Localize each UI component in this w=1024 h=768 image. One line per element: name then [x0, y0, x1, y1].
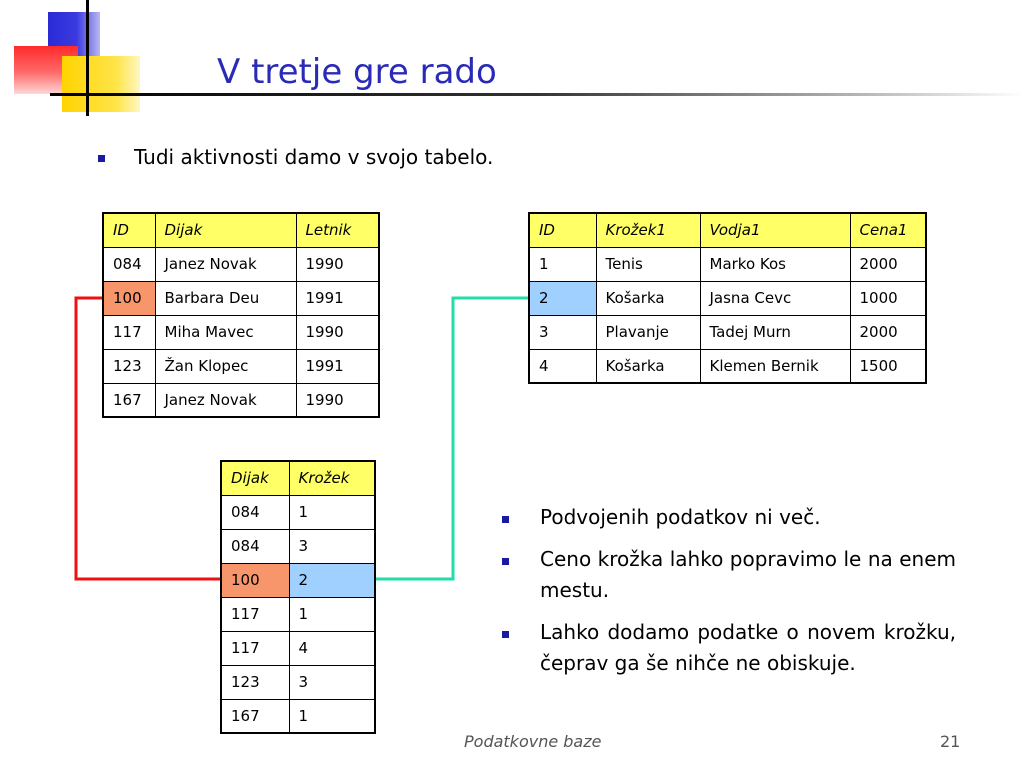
- table-row: [529, 349, 926, 383]
- header-cell: Dijak: [155, 213, 296, 247]
- table-cell: Tenis: [596, 247, 700, 281]
- table-row: [221, 529, 375, 563]
- table-cell: Plavanje: [596, 315, 700, 349]
- table-cell: 1000: [850, 281, 926, 315]
- table-cell: 3: [289, 529, 375, 563]
- header-cell: Letnik: [296, 213, 379, 247]
- table-cell: 1: [529, 247, 596, 281]
- table-cell: 1: [289, 699, 375, 733]
- table-cell: 084: [221, 529, 289, 563]
- table-cell: Janez Novak: [155, 383, 296, 417]
- highlighted-cell: 100: [103, 281, 155, 315]
- list-item: [496, 617, 956, 679]
- table-row: [103, 281, 379, 315]
- enrollment-table: [220, 460, 376, 734]
- table-cell: 084: [103, 247, 155, 281]
- table-cell: 1991: [296, 349, 379, 383]
- highlighted-cell: 100: [221, 563, 289, 597]
- table-cell: Barbara Deu: [155, 281, 296, 315]
- table-cell: Košarka: [596, 281, 700, 315]
- table-cell: 123: [221, 665, 289, 699]
- table-row: [103, 315, 379, 349]
- header-cell: Dijak: [221, 461, 289, 495]
- table-cell: 1: [289, 597, 375, 631]
- table-cell: Košarka: [596, 349, 700, 383]
- table-row: [221, 631, 375, 665]
- table-cell: 4: [529, 349, 596, 383]
- table-cell: 1990: [296, 315, 379, 349]
- benefits-list: [496, 502, 956, 690]
- header-cell: ID: [529, 213, 596, 247]
- bullet-text: Podvojenih podatkov ni več.: [540, 505, 821, 529]
- table-cell: 3: [289, 665, 375, 699]
- table-cell: Jasna Cevc: [700, 281, 850, 315]
- table-row: [103, 383, 379, 417]
- table-cell: 167: [103, 383, 155, 417]
- bullet-square-icon: [502, 516, 509, 523]
- highlighted-cell: 2: [529, 281, 596, 315]
- bullet-square-icon: [502, 631, 509, 638]
- table-cell: Tadej Murn: [700, 315, 850, 349]
- table-cell: Miha Mavec: [155, 315, 296, 349]
- list-item: [496, 502, 956, 533]
- table-cell: 1990: [296, 383, 379, 417]
- header-cell: Krožek: [289, 461, 375, 495]
- list-item: [496, 544, 956, 606]
- table-cell: 1991: [296, 281, 379, 315]
- table-cell: Janez Novak: [155, 247, 296, 281]
- table-header-row: [529, 213, 926, 247]
- table-row: [529, 315, 926, 349]
- table-cell: 167: [221, 699, 289, 733]
- table-cell: 117: [103, 315, 155, 349]
- clubs-table: [528, 212, 927, 384]
- table-cell: 1990: [296, 247, 379, 281]
- table-row: [221, 665, 375, 699]
- table-cell: Klemen Bernik: [700, 349, 850, 383]
- students-table: [102, 212, 380, 418]
- page-number: 21: [940, 732, 961, 751]
- bullet-text: Lahko dodamo podatke o novem krožku, čeprav ga še nihče ne obiskuje.: [540, 620, 956, 675]
- bullet-square-icon: [502, 558, 509, 565]
- table-cell: 117: [221, 597, 289, 631]
- table-row: [221, 597, 375, 631]
- header-cell: Vodja1: [700, 213, 850, 247]
- table-cell: 1500: [850, 349, 926, 383]
- table-cell: 2000: [850, 247, 926, 281]
- table-cell: Marko Kos: [700, 247, 850, 281]
- header-cell: ID: [103, 213, 155, 247]
- table-cell: 084: [221, 495, 289, 529]
- intro-bullet-text: Tudi aktivnosti damo v svojo tabelo.: [134, 145, 494, 169]
- table-row: [103, 349, 379, 383]
- header-cell: Cena1: [850, 213, 926, 247]
- header-cell: Krožek1: [596, 213, 700, 247]
- table-cell: 3: [529, 315, 596, 349]
- slide-title: V tretje gre rado: [217, 52, 497, 92]
- table-cell: 1: [289, 495, 375, 529]
- table-cell: 123: [103, 349, 155, 383]
- table-cell: 2000: [850, 315, 926, 349]
- table-row: [529, 281, 926, 315]
- table-cell: 117: [221, 631, 289, 665]
- table-header-row: [103, 213, 379, 247]
- table-cell: 4: [289, 631, 375, 665]
- table-row: [221, 563, 375, 597]
- footer-title: Podatkovne baze: [464, 732, 602, 751]
- table-row: [221, 495, 375, 529]
- table-row: [103, 247, 379, 281]
- table-row: [529, 247, 926, 281]
- table-row: [221, 699, 375, 733]
- highlighted-cell: 2: [289, 563, 375, 597]
- table-cell: Žan Klopec: [155, 349, 296, 383]
- bullet-text: Ceno krožka lahko popravimo le na enem mestu.: [540, 547, 956, 602]
- table-header-row: [221, 461, 375, 495]
